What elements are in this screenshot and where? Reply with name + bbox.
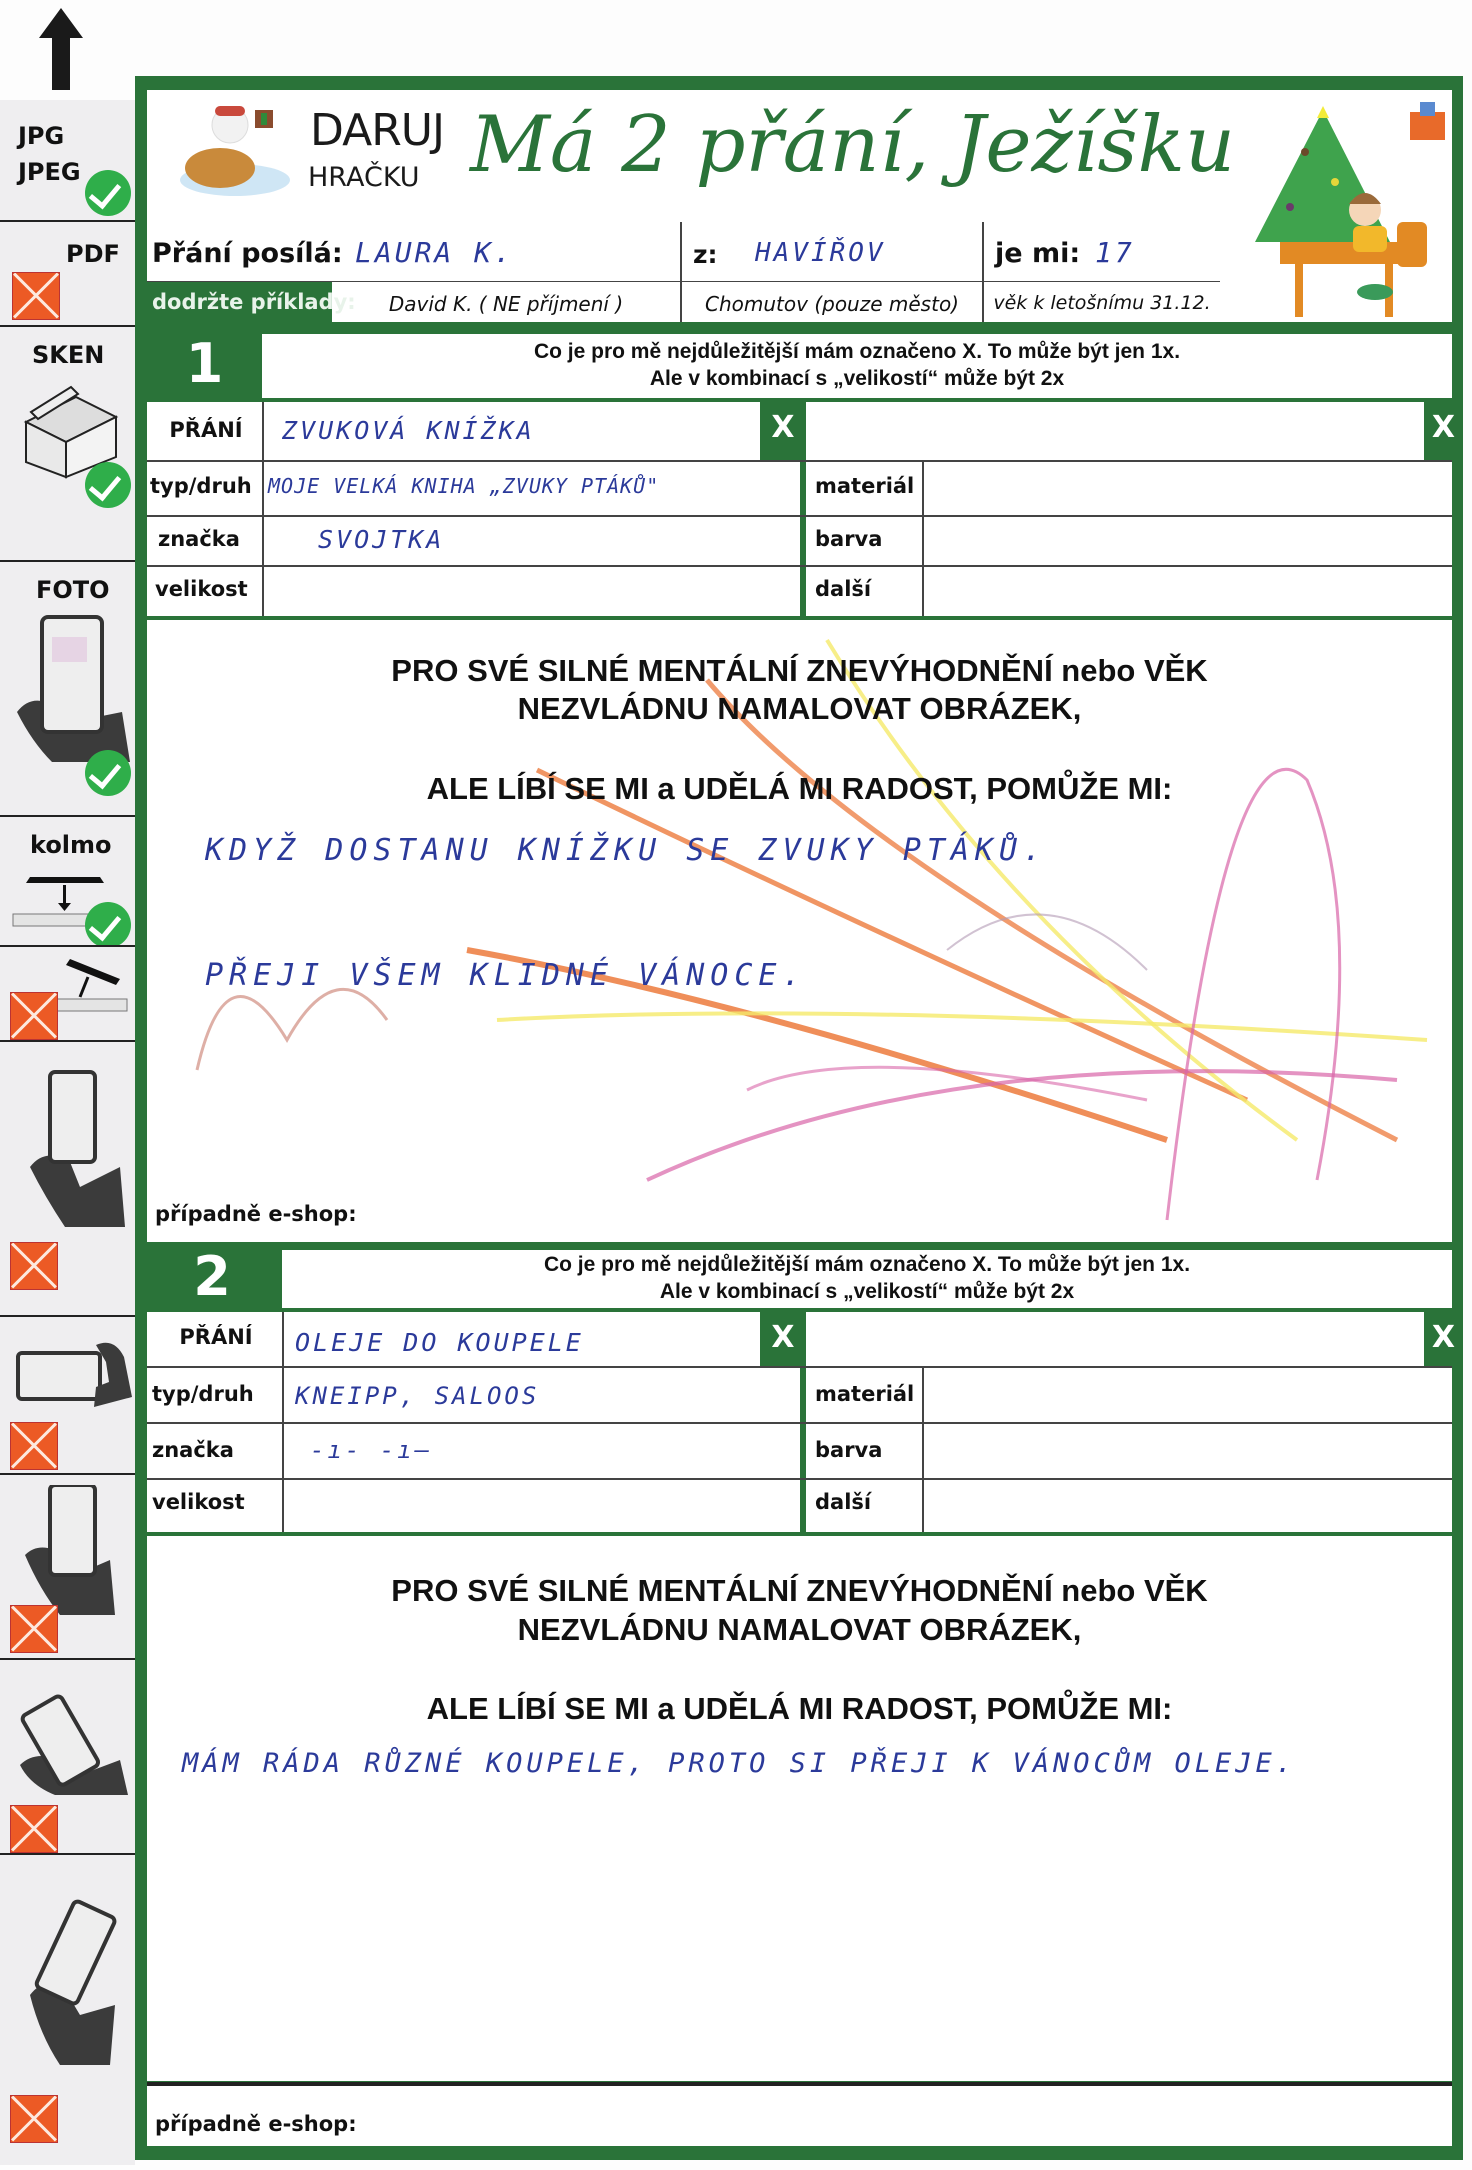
- field-value-brand[interactable]: -ı- -ı—: [310, 1436, 433, 1464]
- method-angled-panel: [0, 945, 135, 1042]
- format-pdf-panel: [0, 220, 135, 327]
- phone-partial-photo-icon: [20, 1485, 130, 1615]
- format-label: JPEG: [18, 158, 81, 186]
- field-label-other: další: [815, 1490, 872, 1514]
- wish-right-table: [806, 402, 1424, 616]
- field-label-brand: značka: [158, 527, 240, 551]
- logo-text-hracku: HRAČKU: [308, 162, 420, 193]
- field-label-color: barva: [815, 1438, 883, 1462]
- method-photo-panel: [0, 560, 135, 817]
- method-label: kolmo: [30, 831, 112, 859]
- field-label-brand: značka: [152, 1438, 234, 1462]
- divider: [147, 515, 1452, 517]
- age-value[interactable]: 17: [1095, 236, 1135, 269]
- field-label-wish: PŘÁNÍ: [169, 418, 243, 442]
- check-icon: [85, 462, 131, 508]
- divider: [922, 1366, 924, 1532]
- phone-skewed-photo-icon: [20, 1885, 130, 2065]
- divider: [147, 565, 1452, 567]
- cross-icon: [10, 1605, 58, 1653]
- method-skewed-panel: [0, 1853, 135, 2165]
- format-label: JPG: [18, 122, 65, 150]
- eshop-label: případně e-shop:: [155, 2112, 357, 2136]
- instruction-line: Co je pro mě nejdůležitější mám označeno X. To může být jen 1x.: [533, 340, 1181, 363]
- logo-text-daruj: DARUJ: [310, 105, 444, 156]
- santa-logo-icon: [175, 100, 300, 200]
- example-age: věk k letošnímu 31.12.: [993, 292, 1211, 314]
- notice-line: PRO SVÉ SILNÉ MENTÁLNÍ ZNEVÝHODNĚNÍ nebo VĚK: [391, 1573, 1208, 1608]
- x-column: [760, 1366, 800, 1532]
- from-label: z:: [693, 240, 718, 269]
- cross-icon: [12, 272, 60, 320]
- instruction-line: Ale v kombinací s „velikostí“ může být 2x: [659, 1280, 1075, 1303]
- x-column: [760, 460, 800, 616]
- phone-rotated-photo-icon: [10, 1685, 130, 1795]
- method-tilted-panel: [0, 1040, 135, 1317]
- sender-label: Přání posílá:: [152, 238, 343, 269]
- eshop-label: případně e-shop:: [155, 1202, 357, 1226]
- field-label-type: typ/druh: [152, 1382, 254, 1406]
- cross-icon: [10, 1805, 58, 1853]
- wish-number: 2: [193, 1245, 231, 1308]
- priority-x-mark[interactable]: X: [1431, 1320, 1456, 1355]
- field-label-wish: PŘÁNÍ: [179, 1325, 253, 1349]
- notice-line: ALE LÍBÍ SE MI a UDĚLÁ MI RADOST, POMŮŽE MI:: [426, 1691, 1173, 1726]
- notice-line: ALE LÍBÍ SE MI a UDĚLÁ MI RADOST, POMŮŽE MI:: [426, 771, 1173, 806]
- method-scan-panel: [0, 325, 135, 562]
- check-icon: [85, 170, 131, 216]
- field-label-type: typ/druh: [150, 474, 252, 498]
- phone-landscape-icon: [14, 1337, 132, 1417]
- method-label: FOTO: [36, 576, 110, 604]
- up-arrow-icon: [38, 6, 84, 90]
- notice-line: NEZVLÁDNU NAMALOVAT OBRÁZEK,: [517, 1612, 1082, 1647]
- divider: [147, 1422, 1452, 1424]
- priority-x-mark[interactable]: X: [771, 1320, 795, 1355]
- page-title: Má 2 přání, Ježíšku: [470, 100, 1236, 190]
- check-icon: [85, 902, 131, 948]
- x-column: [1424, 460, 1452, 616]
- format-label: PDF: [66, 240, 120, 268]
- field-value-type[interactable]: MOJE VELKÁ KNIHA „ZVUKY PTÁKŮ": [268, 474, 660, 498]
- cross-icon: [10, 2095, 58, 2143]
- method-partial-panel: [0, 1473, 135, 1660]
- priority-x-mark[interactable]: X: [1431, 410, 1456, 445]
- divider: [147, 1478, 1452, 1480]
- divider: [147, 1366, 1452, 1368]
- field-label-material: materiál: [815, 1382, 915, 1406]
- notice-line: NEZVLÁDNU NAMALOVAT OBRÁZEK,: [517, 691, 1082, 726]
- example-city: Chomutov (pouze město): [705, 292, 959, 316]
- field-label-size: velikost: [152, 1490, 245, 1514]
- x-column: [1424, 1366, 1452, 1532]
- upload-guide-sidebar: [0, 0, 135, 2170]
- field-label-size: velikost: [155, 577, 248, 601]
- example-name: David K. ( NE příjmení ): [388, 292, 624, 316]
- christmas-tree-boy-illustration: [1215, 92, 1455, 322]
- method-rotated-panel: [0, 1658, 135, 1855]
- field-label-material: materiál: [815, 474, 915, 498]
- instruction-line: Ale v kombinací s „velikostí“ může být 2x: [649, 367, 1065, 390]
- divider: [147, 460, 1452, 462]
- field-value-wish[interactable]: OLEJE DO KOUPELE: [295, 1328, 584, 1357]
- handwritten-message: PŘEJI VŠEM KLIDNÉ VÁNOCE.: [205, 958, 807, 993]
- age-label: je mi:: [995, 238, 1081, 269]
- handwritten-message: KDYŽ DOSTANU KNÍŽKU SE ZVUKY PTÁKŮ.: [205, 833, 1048, 868]
- field-label-color: barva: [815, 527, 883, 551]
- examples-label: dodržte příklady:: [152, 290, 356, 314]
- notice-line: PRO SVÉ SILNÉ MENTÁLNÍ ZNEVÝHODNĚNÍ nebo VĚK: [391, 653, 1208, 688]
- from-value[interactable]: HAVÍŘOV: [755, 238, 886, 268]
- sender-value[interactable]: LAURA K.: [355, 236, 514, 269]
- check-icon: [85, 750, 131, 796]
- handwritten-message: MÁM RÁDA RŮZNÉ KOUPELE, PROTO SI PŘEJI K VÁNOCŮM OLEJE.: [182, 1748, 1297, 1779]
- field-value-type[interactable]: KNEIPP, SALOOS: [295, 1382, 540, 1410]
- cross-icon: [10, 1422, 58, 1470]
- divider: [147, 281, 1220, 282]
- format-jpg-panel: [0, 100, 135, 220]
- field-value-brand[interactable]: SVOJTKA: [318, 525, 445, 554]
- method-label: SKEN: [32, 341, 105, 369]
- cross-icon: [10, 992, 58, 1040]
- instruction-line: Co je pro mě nejdůležitější mám označeno X. To může být jen 1x.: [543, 1253, 1191, 1276]
- angled-camera-icon: [50, 955, 130, 1015]
- field-label-other: další: [815, 577, 872, 601]
- method-landscape-panel: [0, 1315, 135, 1475]
- priority-x-mark[interactable]: X: [771, 410, 795, 445]
- phone-tilted-photo-icon: [20, 1067, 130, 1227]
- phone-photo-icon: [12, 612, 130, 762]
- cross-icon: [10, 1242, 58, 1290]
- method-perpendicular-panel: [0, 815, 135, 947]
- divider: [922, 460, 924, 616]
- wish-number: 1: [185, 332, 224, 395]
- field-value-wish[interactable]: ZVUKOVÁ KNÍŽKA: [282, 416, 535, 445]
- divider: [262, 402, 264, 616]
